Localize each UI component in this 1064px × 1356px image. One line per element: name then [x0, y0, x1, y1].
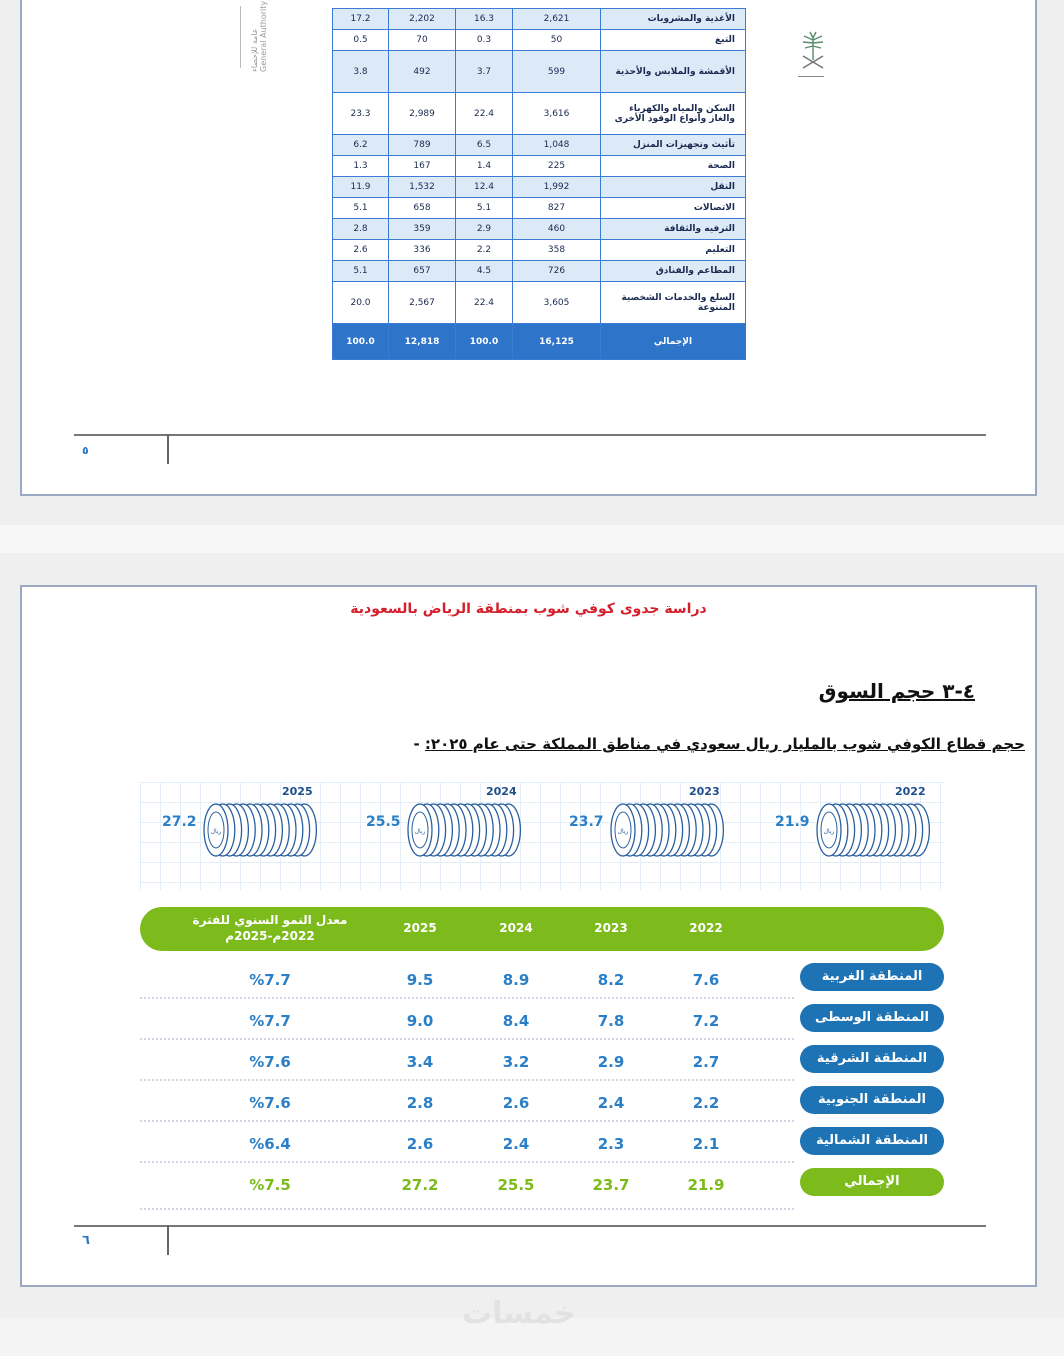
table-total-cell: 16,125 — [513, 324, 601, 360]
sub-title — [413, 735, 1025, 753]
table-cell: 3,616 — [513, 93, 601, 135]
value-cell: 2.6 — [406, 1135, 434, 1153]
table-cell: 6.5 — [456, 135, 513, 156]
table-cell: 599 — [513, 51, 601, 93]
coin-chart — [140, 782, 944, 890]
header-year-2023: 2023 — [594, 921, 628, 935]
table-cell: 20.0 — [333, 282, 389, 324]
table-cell: 23.3 — [333, 93, 389, 135]
table-cell: 2,621 — [513, 9, 601, 30]
coin-year-label: 2023 — [689, 785, 720, 798]
logo-arabic: عامة للإحصاء — [250, 28, 259, 72]
table-cell: 657 — [389, 261, 456, 282]
coin-stack-icon — [202, 800, 326, 860]
table-cell: 658 — [389, 198, 456, 219]
table-cell: 3.7 — [456, 51, 513, 93]
value-cell: 2.2 — [692, 1094, 720, 1112]
table-total-cell: 100.0 — [333, 324, 389, 360]
table-cell: 1.4 — [456, 156, 513, 177]
coin-symbol: ريال — [617, 828, 629, 835]
table-cell: 2,567 — [389, 282, 456, 324]
table-cell: 50 — [513, 30, 601, 51]
table-cell: 359 — [389, 219, 456, 240]
bullet-dash: - — [413, 735, 420, 753]
coin-value-label: 27.2 — [162, 814, 197, 830]
table-total-cell: 100.0 — [456, 324, 513, 360]
header-year-2024: 2024 — [499, 921, 533, 935]
table-row — [333, 261, 746, 282]
coin-year-label: 2022 — [895, 785, 926, 798]
table-cell: 1.3 — [333, 156, 389, 177]
region-row — [140, 1000, 944, 1040]
document-page-6 — [20, 585, 1037, 1287]
table-row-label: الصحة — [601, 156, 746, 177]
table-cell: 2.9 — [456, 219, 513, 240]
palm-swords-emblem-icon — [798, 30, 828, 74]
document-page-5 — [20, 0, 1037, 496]
coin-stack-icon — [609, 800, 733, 860]
table-cell: 17.2 — [333, 9, 389, 30]
coin-symbol: ريال — [414, 828, 426, 835]
value-cell: 25.5 — [497, 1176, 535, 1194]
region-label: المنطقة الجنوبية — [800, 1086, 944, 1114]
table-cell: 2,989 — [389, 93, 456, 135]
table-cell: 16.3 — [456, 9, 513, 30]
table-row — [333, 93, 746, 135]
coin-stack-icon — [406, 800, 530, 860]
table-cell: 5.1 — [456, 198, 513, 219]
growth-rate-cell: %7.6 — [249, 1094, 291, 1112]
table-cell: 11.9 — [333, 177, 389, 198]
table-row-label: التبغ — [601, 30, 746, 51]
region-row — [140, 959, 944, 999]
value-cell: 8.2 — [597, 971, 625, 989]
page-header-title: دراسة جدوى كوفي شوب بمنطقة الرياض بالسعودية — [350, 601, 707, 617]
table-row-label: الاتصالات — [601, 198, 746, 219]
header-year-2025: 2025 — [403, 921, 437, 935]
table-row-label: المطاعم والفنادق — [601, 261, 746, 282]
site-watermark: خمسات — [462, 1296, 576, 1331]
region-label: المنطقة الشمالية — [800, 1127, 944, 1155]
table-cell: 6.2 — [333, 135, 389, 156]
table-cell: 5.1 — [333, 198, 389, 219]
region-label: المنطقة الوسطى — [800, 1004, 944, 1032]
growth-rate-cell: %7.5 — [249, 1176, 291, 1194]
footer-rule — [74, 434, 986, 436]
coin-value-label: 23.7 — [569, 814, 604, 830]
table-cell: 5.1 — [333, 261, 389, 282]
table-row — [333, 51, 746, 93]
table-total-label: الإجمالي — [601, 324, 746, 360]
page-gap — [0, 525, 1064, 553]
region-label: المنطقة الشرقية — [800, 1045, 944, 1073]
table-total-row — [333, 324, 746, 360]
value-cell: 2.4 — [502, 1135, 530, 1153]
value-cell: 2.1 — [692, 1135, 720, 1153]
page-number: ٦ — [82, 1233, 90, 1248]
table-cell: 0.5 — [333, 30, 389, 51]
row-divider — [140, 997, 794, 999]
region-label: الإجمالي — [800, 1168, 944, 1196]
coin-year-label: 2025 — [282, 785, 313, 798]
table-row-label: السكن والمياه والكهرباء والغاز وأنواع الوقود الأخرى — [601, 93, 746, 135]
value-cell: 2.9 — [597, 1053, 625, 1071]
table-cell: 70 — [389, 30, 456, 51]
table-cell: 225 — [513, 156, 601, 177]
logo-divider — [240, 6, 241, 68]
footer-tick — [167, 434, 169, 464]
table-cell: 4.5 — [456, 261, 513, 282]
value-cell: 2.6 — [502, 1094, 530, 1112]
value-cell: 9.5 — [406, 971, 434, 989]
value-cell: 3.4 — [406, 1053, 434, 1071]
table-row — [333, 156, 746, 177]
region-row — [140, 1041, 944, 1081]
value-cell: 8.9 — [502, 971, 530, 989]
footer-rule — [74, 1225, 986, 1227]
table-header-bar — [140, 907, 944, 951]
region-label: المنطقة الغربية — [800, 963, 944, 991]
table-cell: 827 — [513, 198, 601, 219]
table-cell: 0.3 — [456, 30, 513, 51]
growth-rate-cell: %7.7 — [249, 1012, 291, 1030]
value-cell: 21.9 — [687, 1176, 725, 1194]
table-row-label: السلع والخدمات الشخصية المتنوعة — [601, 282, 746, 324]
row-divider — [140, 1161, 794, 1163]
table-row — [333, 177, 746, 198]
value-cell: 9.0 — [406, 1012, 434, 1030]
row-divider — [140, 1208, 794, 1210]
value-cell: 2.4 — [597, 1094, 625, 1112]
growth-rate-header-line1: معدل النمو السنوي للفترة — [192, 913, 348, 927]
page-number: ٥ — [82, 444, 89, 457]
row-divider — [140, 1120, 794, 1122]
row-divider — [140, 1079, 794, 1081]
value-cell: 2.7 — [692, 1053, 720, 1071]
table-cell: 1,992 — [513, 177, 601, 198]
value-cell: 2.8 — [406, 1094, 434, 1112]
table-cell: 22.4 — [456, 93, 513, 135]
table-cell: 336 — [389, 240, 456, 261]
table-cell: 2.8 — [333, 219, 389, 240]
header-year-2022: 2022 — [689, 921, 723, 935]
section-title: ٤-٣ حجم السوق — [818, 679, 975, 703]
sub-title-text: حجم قطاع الكوفي شوب بالمليار ريال سعودي في مناطق المملكة حتى عام ٢٠٢٥: — [424, 735, 1025, 753]
table-row — [333, 240, 746, 261]
table-row-label: الأقمشة والملابس والأحذية — [601, 51, 746, 93]
growth-rate-cell: %7.6 — [249, 1053, 291, 1071]
table-cell: 22.4 — [456, 282, 513, 324]
growth-rate-cell: %7.7 — [249, 971, 291, 989]
coin-symbol: ريال — [823, 828, 835, 835]
value-cell: 27.2 — [401, 1176, 439, 1194]
region-row — [140, 1123, 944, 1163]
value-cell: 23.7 — [592, 1176, 630, 1194]
table-cell: 1,048 — [513, 135, 601, 156]
table-cell: 789 — [389, 135, 456, 156]
table-cell: 3.8 — [333, 51, 389, 93]
growth-rate-header-line2: 2022م-2025م — [225, 929, 315, 943]
value-cell: 7.8 — [597, 1012, 625, 1030]
table-cell: 492 — [389, 51, 456, 93]
total-row — [140, 1164, 944, 1204]
row-divider — [140, 1038, 794, 1040]
table-cell: 2,202 — [389, 9, 456, 30]
table-row-label: التعليم — [601, 240, 746, 261]
table-cell: 3,605 — [513, 282, 601, 324]
table-cell: 167 — [389, 156, 456, 177]
table-row — [333, 198, 746, 219]
table-row — [333, 135, 746, 156]
table-cell: 2.2 — [456, 240, 513, 261]
table-row — [333, 219, 746, 240]
table-cell: 1,532 — [389, 177, 456, 198]
table-row-label: الترفيه والثقافة — [601, 219, 746, 240]
table-row-label: النقل — [601, 177, 746, 198]
region-row — [140, 1082, 944, 1122]
table-row — [333, 30, 746, 51]
table-row — [333, 282, 746, 324]
value-cell: 2.3 — [597, 1135, 625, 1153]
spending-table — [332, 8, 746, 360]
table-cell: 12.4 — [456, 177, 513, 198]
coin-year-label: 2024 — [486, 785, 517, 798]
value-cell: 8.4 — [502, 1012, 530, 1030]
table-cell: 726 — [513, 261, 601, 282]
footer-tick — [167, 1225, 169, 1255]
table-cell: 460 — [513, 219, 601, 240]
value-cell: 7.6 — [692, 971, 720, 989]
table-cell: 2.6 — [333, 240, 389, 261]
logo-english: General Authority — [259, 0, 268, 72]
coin-value-label: 25.5 — [366, 814, 401, 830]
emblem-underline — [798, 76, 824, 77]
table-total-cell: 12,818 — [389, 324, 456, 360]
table-row-label: الأغذية والمشروبات — [601, 9, 746, 30]
value-cell: 7.2 — [692, 1012, 720, 1030]
value-cell: 3.2 — [502, 1053, 530, 1071]
coin-stack-icon — [815, 800, 939, 860]
table-row — [333, 9, 746, 30]
growth-rate-header — [180, 912, 360, 944]
coin-value-label: 21.9 — [775, 814, 810, 830]
growth-rate-cell: %6.4 — [249, 1135, 291, 1153]
coin-symbol: ريال — [210, 828, 222, 835]
table-cell: 358 — [513, 240, 601, 261]
table-row-label: تأثيث وتجهيزات المنزل — [601, 135, 746, 156]
stats-authority-logo-text — [250, 0, 280, 72]
